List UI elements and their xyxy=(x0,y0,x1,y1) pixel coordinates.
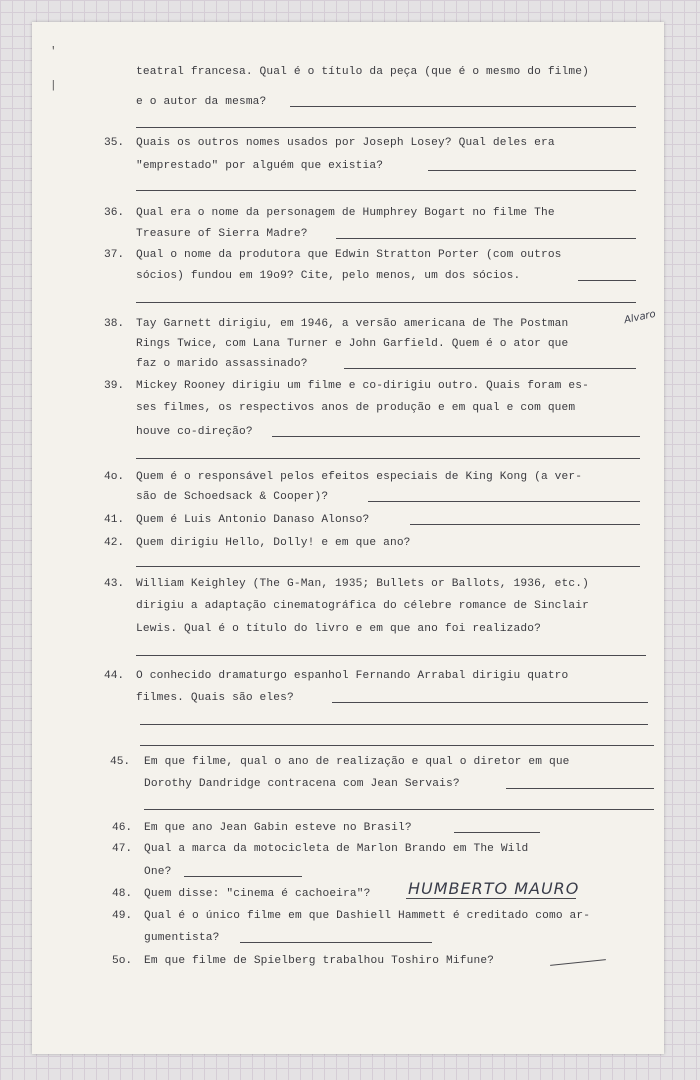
answer-line xyxy=(406,898,576,899)
question-number: 41. xyxy=(104,514,125,526)
question-line: gumentista? xyxy=(144,932,220,944)
answer-line xyxy=(240,942,432,943)
margin-mark: | xyxy=(50,80,57,92)
answer-line xyxy=(136,458,640,459)
question-number: 46. xyxy=(112,822,133,834)
question-line: "emprestado" por alguém que existia? xyxy=(136,160,384,172)
question-line: Em que filme de Spielberg trabalhou Toshiro Mifune? xyxy=(144,955,495,967)
question-number: 48. xyxy=(112,888,133,900)
question-line: Quais os outros nomes usados por Joseph Losey? Qual deles era xyxy=(136,137,555,149)
question-line: Rings Twice, com Lana Turner e John Garfield. Quem é o ator que xyxy=(136,338,569,350)
question-number: 35. xyxy=(104,137,125,149)
question-line: houve co-direção? xyxy=(136,426,253,438)
question-number: 45. xyxy=(110,756,131,768)
question-line: Qual a marca da motocicleta de Marlon Brando em The Wild xyxy=(144,843,529,855)
question-number: 42. xyxy=(104,537,125,549)
question-line: Tay Garnett dirigiu, em 1946, a versão americana de The Postman xyxy=(136,318,569,330)
question-number: 47. xyxy=(112,843,133,855)
question-line: são de Schoedsack & Cooper)? xyxy=(136,491,329,503)
answer-line xyxy=(136,190,636,191)
answer-line xyxy=(578,280,636,281)
question-number: 39. xyxy=(104,380,125,392)
handwritten-answer: HUMBERTO MAURO xyxy=(408,879,580,898)
question-line: faz o marido assassinado? xyxy=(136,358,308,370)
margin-mark: ' xyxy=(50,46,57,58)
answer-line xyxy=(410,524,640,525)
question-line: Treasure of Sierra Madre? xyxy=(136,228,308,240)
question-line: Dorothy Dandridge contracena com Jean Servais? xyxy=(144,778,460,790)
answer-line xyxy=(136,566,640,567)
question-number: 37. xyxy=(104,249,125,261)
answer-line xyxy=(144,809,654,810)
question-line: dirigiu a adaptação cinematográfica do célebre romance de Sinclair xyxy=(136,600,589,612)
answer-line xyxy=(454,832,540,833)
question-number: 49. xyxy=(112,910,133,922)
question-number: 38. xyxy=(104,318,125,330)
question-line: Qual é o único filme em que Dashiell Hammett é creditado como ar- xyxy=(144,910,591,922)
question-line: Quem é Luis Antonio Danaso Alonso? xyxy=(136,514,370,526)
answer-line xyxy=(290,106,636,107)
question-line: Qual era o nome da personagem de Humphrey Bogart no filme The xyxy=(136,207,555,219)
answer-line xyxy=(140,724,648,725)
answer-line xyxy=(136,302,636,303)
question-line: ses filmes, os respectivos anos de produção e em qual e com quem xyxy=(136,402,576,414)
answer-line xyxy=(336,238,636,239)
question-line: William Keighley (The G-Man, 1935; Bullets or Ballots, 1936, etc.) xyxy=(136,578,589,590)
question-line: One? xyxy=(144,866,172,878)
question-line: Quem dirigiu Hello, Dolly! e em que ano? xyxy=(136,537,411,549)
question-number: 44. xyxy=(104,670,125,682)
answer-line xyxy=(506,788,654,789)
answer-line xyxy=(332,702,648,703)
answer-line xyxy=(428,170,636,171)
question-line: teatral francesa. Qual é o título da peça (que é o mesmo do filme) xyxy=(136,66,589,78)
question-line: e o autor da mesma? xyxy=(136,96,267,108)
question-number: 36. xyxy=(104,207,125,219)
answer-line xyxy=(136,655,646,656)
question-line: Qual o nome da produtora que Edwin Stratton Porter (com outros xyxy=(136,249,562,261)
question-line: Quem disse: "cinema é cachoeira"? xyxy=(144,888,371,900)
answer-line xyxy=(368,501,640,502)
question-line: Lewis. Qual é o título do livro e em que ano foi realizado? xyxy=(136,623,541,635)
answer-line xyxy=(344,368,636,369)
question-line: sócios) fundou em 19o9? Cite, pelo menos, um dos sócios. xyxy=(136,270,521,282)
question-line: Em que filme, qual o ano de realização e qual o diretor em que xyxy=(144,756,570,768)
answer-line xyxy=(184,876,302,877)
question-line: Em que ano Jean Gabin esteve no Brasil? xyxy=(144,822,412,834)
question-number: 43. xyxy=(104,578,125,590)
question-number: 5o. xyxy=(112,955,133,967)
question-line: O conhecido dramaturgo espanhol Fernando Arrabal dirigiu quatro xyxy=(136,670,569,682)
handwritten-margin-note: Alvaro xyxy=(623,308,657,327)
question-line: Mickey Rooney dirigiu um filme e co-dirigiu outro. Quais foram es- xyxy=(136,380,589,392)
question-line: Quem é o responsável pelos efeitos especiais de King Kong (a ver- xyxy=(136,471,583,483)
answer-line xyxy=(272,436,640,437)
answer-line xyxy=(140,745,654,746)
question-number: 4o. xyxy=(104,471,125,483)
question-line: filmes. Quais são eles? xyxy=(136,692,294,704)
answer-line xyxy=(136,127,636,128)
